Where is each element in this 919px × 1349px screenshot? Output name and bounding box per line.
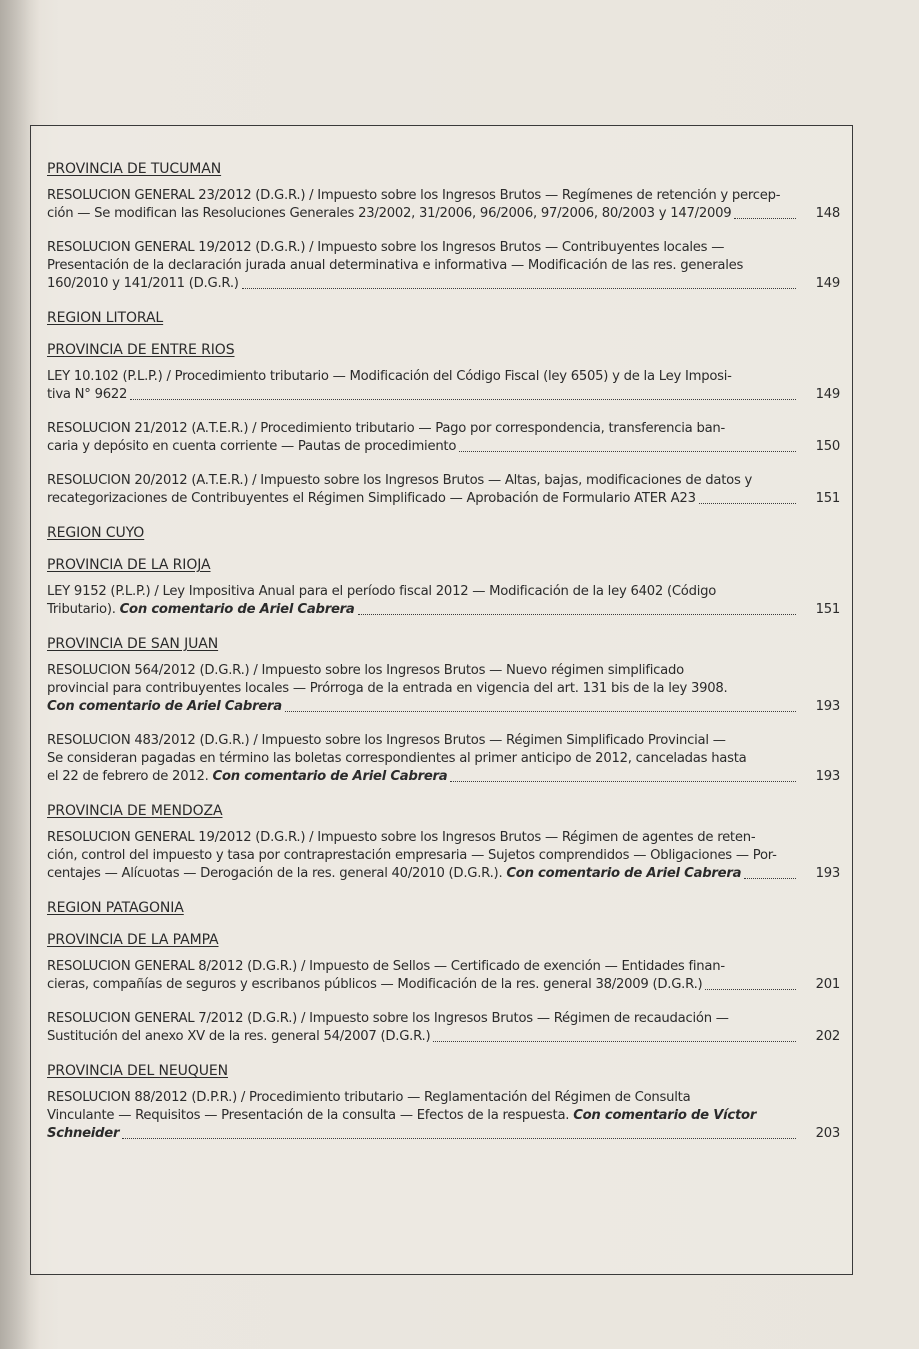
entry-line: RESOLUCION GENERAL 23/2012 (D.G.R.) / Impuesto sobre los Ingresos Brutos — Regímenes de retención y percep- xyxy=(47,188,781,203)
page-number: 193 xyxy=(815,769,840,784)
entry-line: ción — Se modifican las Resoluciones Generales 23/2002, 31/2006, 96/2006, 97/2006, 80/2003 y 147/2009 xyxy=(47,206,732,221)
entry-line: RESOLUCION GENERAL 7/2012 (D.G.R.) / Impuesto sobre los Ingresos Brutos — Régimen de recaudación — xyxy=(47,1011,729,1026)
entry-line: Con comentario de Ariel Cabrera xyxy=(47,699,282,714)
entry-line: RESOLUCION GENERAL 19/2012 (D.G.R.) / Impuesto sobre los Ingresos Brutos — Régimen de agentes de reten- xyxy=(47,830,756,845)
entry-line: RESOLUCION 88/2012 (D.P.R.) / Procedimiento tributario — Reglamentación del Régimen de Consulta xyxy=(47,1090,691,1105)
dot-leader xyxy=(734,218,796,219)
entry-line: LEY 9152 (P.L.P.) / Ley Impositiva Anual para el período fiscal 2012 — Modificación de la ley 6402 (Código xyxy=(47,584,717,599)
entry-line: Schneider xyxy=(47,1126,120,1141)
entry-line: ción, control del impuesto y tasa por contraprestación empresaria — Sujetos comprendidos — Obligaciones — Por- xyxy=(47,848,777,863)
section-heading: PROVINCIA DE SAN JUAN xyxy=(47,636,219,652)
page-number: 151 xyxy=(815,602,840,617)
entry-line: cieras, compañías de seguros y escribanos públicos — Modificación de la res. general 38/2009 (D.G.R.) xyxy=(47,977,703,992)
dot-leader xyxy=(285,711,796,712)
entry-line: RESOLUCION 483/2012 (D.G.R.) / Impuesto sobre los Ingresos Brutos — Régimen Simplificado Provincial — xyxy=(47,733,726,748)
index-entry xyxy=(47,829,840,883)
section-heading: REGION LITORAL xyxy=(47,310,164,326)
page-number: 202 xyxy=(815,1029,840,1044)
entry-line: RESOLUCION GENERAL 8/2012 (D.G.R.) / Impuesto de Sellos — Certificado de exención — Entidades finan- xyxy=(47,959,725,974)
dot-leader xyxy=(122,1138,796,1139)
index-entry xyxy=(47,958,840,994)
entry-line: Se consideran pagadas en término las boletas correspondientes al primer anticipo de 2012, canceladas hasta xyxy=(47,751,747,766)
page-number: 150 xyxy=(815,439,840,454)
index-entry xyxy=(47,1010,840,1046)
entry-line: recategorizaciones de Contribuyentes el Régimen Simplificado — Aprobación de Formulario ATER A23 xyxy=(47,491,696,506)
entry-line: Tributario). Con comentario de Ariel Cabrera xyxy=(47,602,355,617)
entry-line: el 22 de febrero de 2012. Con comentario de Ariel Cabrera xyxy=(47,769,448,784)
entry-line: RESOLUCION 21/2012 (A.T.E.R.) / Procedimiento tributario — Pago por correspondencia, transferencia ban- xyxy=(47,421,726,436)
index-entry xyxy=(47,420,840,456)
dot-leader xyxy=(242,288,796,289)
index-entry xyxy=(47,368,840,404)
index-entry xyxy=(47,472,840,508)
entry-line: LEY 10.102 (P.L.P.) / Procedimiento tributario — Modificación del Código Fiscal (ley 6505) y de la Ley Imposi- xyxy=(47,369,732,384)
page-number: 201 xyxy=(815,977,840,992)
entry-line: caria y depósito en cuenta corriente — Pautas de procedimiento xyxy=(47,439,457,454)
page-number: 193 xyxy=(815,866,840,881)
entry-line: RESOLUCION 20/2012 (A.T.E.R.) / Impuesto sobre los Ingresos Brutos — Altas, bajas, modificaciones de datos y xyxy=(47,473,753,488)
page-number: 148 xyxy=(815,206,840,221)
index-entries xyxy=(47,160,840,1159)
index-entry xyxy=(47,239,840,293)
index-entry xyxy=(47,583,840,619)
dot-leader xyxy=(358,614,796,615)
page-number: 203 xyxy=(815,1126,840,1141)
section-heading: PROVINCIA DE LA RIOJA xyxy=(47,557,211,573)
dot-leader xyxy=(705,989,796,990)
page-number: 151 xyxy=(815,491,840,506)
index-entry xyxy=(47,1089,840,1143)
page-number: 149 xyxy=(815,276,840,291)
dot-leader xyxy=(130,399,796,400)
dot-leader xyxy=(744,878,796,879)
section-heading: REGION CUYO xyxy=(47,525,145,541)
index-entry xyxy=(47,187,840,223)
dot-leader xyxy=(699,503,796,504)
dot-leader xyxy=(450,781,796,782)
entry-line: tiva N° 9622 xyxy=(47,387,128,402)
entry-line: provincial para contribuyentes locales — Prórroga de la entrada en vigencia del art. 131 bis de la ley 3908. xyxy=(47,681,728,696)
dot-leader xyxy=(459,451,796,452)
entry-line: RESOLUCION GENERAL 19/2012 (D.G.R.) / Impuesto sobre los Ingresos Brutos — Contribuyentes locales — xyxy=(47,240,725,255)
page-number: 193 xyxy=(815,699,840,714)
index-entry xyxy=(47,662,840,716)
section-heading: PROVINCIA DE TUCUMAN xyxy=(47,161,222,177)
entry-line: RESOLUCION 564/2012 (D.G.R.) / Impuesto sobre los Ingresos Brutos — Nuevo régimen simplificado xyxy=(47,663,684,678)
entry-line: Vinculante — Requisitos — Presentación de la consulta — Efectos de la respuesta. Con comentario de Víctor xyxy=(47,1108,757,1123)
section-heading: PROVINCIA DE MENDOZA xyxy=(47,803,223,819)
index-entry xyxy=(47,732,840,786)
section-heading: REGION PATAGONIA xyxy=(47,900,184,916)
entry-line: Presentación de la declaración jurada anual determinativa e informativa — Modificación de las res. generales xyxy=(47,258,744,273)
section-heading: PROVINCIA DE LA PAMPA xyxy=(47,932,219,948)
entry-line: Sustitución del anexo XV de la res. general 54/2007 (D.G.R.) xyxy=(47,1029,431,1044)
entry-line: centajes — Alícuotas — Derogación de la res. general 40/2010 (D.G.R.). Con comentario de Ariel Cabrera xyxy=(47,866,742,881)
section-heading: PROVINCIA DEL NEUQUEN xyxy=(47,1063,228,1079)
section-heading: PROVINCIA DE ENTRE RIOS xyxy=(47,342,235,358)
entry-line: 160/2010 y 141/2011 (D.G.R.) xyxy=(47,276,239,291)
page-number: 149 xyxy=(815,387,840,402)
dot-leader xyxy=(433,1041,796,1042)
